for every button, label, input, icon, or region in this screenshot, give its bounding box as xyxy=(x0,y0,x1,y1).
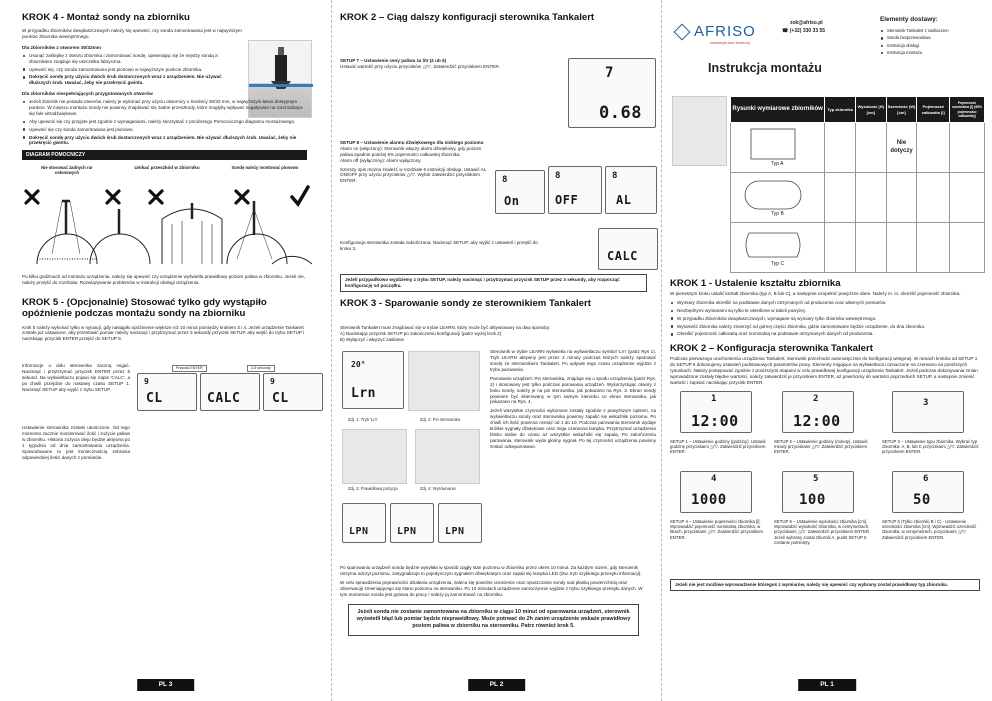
krok5-desc: Informacje u dołu sterownika zaczną migać. Nacisnąć i przytrzymać przycisk ENTER przez 5 sekund. Na wyświetlaczu pojawi się napis 'CALC', a po chwili przejdzie do nastawy czasu SETUP 1. Nacisnąć SETUP aby wyjść z trybu SETUP. xyxy=(22,363,130,392)
th-capacity: Pojemność całkowita [l] xyxy=(917,97,950,123)
bullet: Dokręcić sondę przy użyciu dwóch śrub dostarczonych wraz z urządzeniem. Nie używać dłuższych śrub. Uważać, żeby nie przekręcić gwintu. xyxy=(22,74,242,86)
lcd-setup-num: 7 xyxy=(605,65,614,82)
lcd-lpn-3 xyxy=(438,503,482,543)
after-pair-2: W celu sprawdzenia poprawności działania urządzenia, zaleca się powolne unoszenie oraz opuszczanie sondy nad płaską powierzchnią oraz obserwację zmieniającego się stanu poziomu na sterowniku. Po 10 minutach urządzenie samoczynnie wyjdzie z trybu szybkiego przesyłu danych. W tym momencie sonda jest gotowa do pracy i należy ją zamontować na zbiorniku. xyxy=(340,580,643,597)
krok5-area xyxy=(22,345,307,495)
lcd-setup-num: 1 xyxy=(711,393,717,404)
lcd-value: Lrn xyxy=(351,386,376,402)
bullet: Jeżeli zbiornik nie posiada otworów, należy je wykonać przy użyciu otwornicy o średnicy 30/32 mm, w najwyższym łatwo dostępnym punkcie. W miejscu montażu sondy nie powinny znajdować się żadne przeszkody, które mogłyby wpływać negatywnie na rozchodzące się fale ultradźwiękowe. xyxy=(22,99,307,117)
header xyxy=(670,8,980,90)
cell[interactable] xyxy=(825,223,856,273)
bullet: Niezbędnymi wymiarami są tylko te określone w tabeli powyżej. xyxy=(670,308,980,314)
lcd-setup2 xyxy=(782,391,854,433)
pairing-area xyxy=(340,345,656,565)
krok2-text: Podczas pierwszego uruchomienia urządzenia Tankalert, sterownik przechodzi automatycznie do konfiguracji wstępnej. W ramach kroków od SETUP 1 do SETUP 6 dokonujemy ustawień podstawowych parametrów pracy. Elementy migające na wyświetlaczu oznaczone na czerwono na poniższych rysunkach. Należy postępować zgodnie z poniższymi etapami w celu prawidłowej konfiguracji urządzenia Tankalert. Jeżeli podczas dokonywania zmian wprowadzone zostały błędne wartości, należy zatwierdzić je przyciskiem ENTER, aż powrócimy do wartości poprzednich SETUP, a następnie zmienić wartość i zapisać naciskając przycisk ENTER. xyxy=(670,356,978,385)
check-icon xyxy=(292,187,308,204)
cell[interactable] xyxy=(950,123,985,173)
th-drawings: Rysunki wymiarowe zbiorników xyxy=(731,97,825,123)
lcd-al xyxy=(605,166,657,214)
lcd-on xyxy=(495,170,545,214)
final-note: Jeżeli nie jest możliwe wprowadzenie któregoś z wymiarów, należy się upewnić czy wybrany został prawidłowy typ zbiornika. xyxy=(670,579,980,591)
type-c-cell xyxy=(731,223,825,273)
setup8 xyxy=(340,140,490,187)
tank-table xyxy=(730,96,985,273)
arrow-seconds: 2-5 sekundy xyxy=(247,365,275,372)
logo-icon xyxy=(674,24,691,41)
heading-krok3: KROK 3 - Sparowanie sondy ze sterownikiem Tankalert xyxy=(340,297,591,309)
cell[interactable] xyxy=(917,173,950,223)
type-a-cell xyxy=(731,123,825,173)
heading-krok4: KROK 4 - Montaż sondy na zbiorniku xyxy=(22,12,190,23)
lcd-lrn xyxy=(342,351,404,409)
bullet: Upewnić się, czy sonda zamontowana jest pionowo w najwyższym punkcie zbiornika. xyxy=(22,67,242,73)
cell[interactable] xyxy=(855,223,886,273)
krok5-text: Krok 5 należy wykonać tylko w sytuacji, gdy nastąpiło opóźnienie większe niż 10 minut pomiędzy krokiem 3 i 4. Jeżeli urządzenie Tankalert zostało już ustawione, aby przestawić pomiar należy nacisnąć i przytrzymać przez 3 sekundy przycisk SETUP, aby wejść do trybu SETUP i naciskając przycisk ENTER przejść do SETUP 9. xyxy=(22,324,305,342)
type-a-label: Typ A xyxy=(771,161,784,167)
cell[interactable] xyxy=(950,173,985,223)
diag-label-2: Unikać przeszkód w zbiorniku xyxy=(134,164,200,170)
brand-name: AFRISO xyxy=(694,23,756,40)
setup-7-8 xyxy=(340,28,647,268)
lcd-setup4 xyxy=(680,471,752,513)
lcd-setup-9: 9 xyxy=(270,377,275,387)
pairing-text xyxy=(490,349,656,452)
bullet: Wysokość zbiornika należy zmierzyć od górnej części zbiornika, gdzie zamontowane będzie urządzenie, do dna zbiornika. xyxy=(670,324,980,330)
lcd-setup-num: 2 xyxy=(813,393,819,404)
lcd-lpn-2 xyxy=(390,503,434,543)
lcd-setup5 xyxy=(782,471,854,513)
setup7-title: SETUP 7 – Ustawienie ceny paliwa za litr (£ ub $) xyxy=(340,58,447,64)
pair-p3: Jeżeli wszystkie czynności wykonane zostały zgodnie z powyższym opisem, na wyświetlaczu sondy oraz sterownika powinny zapalić się wskaźniki poziomu. Po chwili ich ilość powinna rosnąć od 1 do 10. Podczas parowania sterownik wydaje krótkie sygnały dźwiękowe oraz miga czerwona lampka. Przytrzymać urządzenia blisko siebie do czasu aż wszystkie wskaźniki się zapalą. Po zakończeniu parowania, sterownik wyda głośny sygnał. Po tej czynności urządzenia powinny zostać odseparowane. xyxy=(490,408,656,449)
phone: ☎ (+32) 330 33 55 xyxy=(782,28,826,34)
lcd-off xyxy=(548,166,602,214)
lcd-calc xyxy=(200,373,260,411)
bullet: Usunąć zaślepkę z otworu zbiornika i zamontować sondę, upewniając się że między sondą a zbiornikiem znajduje się uszczelka fabryczna. xyxy=(22,53,242,65)
not-applicable: Nie dotyczy xyxy=(886,123,917,173)
bullets-nohole xyxy=(22,99,307,146)
caption-1: Zdj. 1: Tryb 'Lrn' xyxy=(348,417,378,423)
lcd-setup6 xyxy=(892,471,964,513)
page-number: PL 3 xyxy=(137,679,195,691)
page-number: PL 1 xyxy=(798,679,856,691)
bullet: Aby upewnić się czy przyjęte jest zgodne z wymaganiami, należy skorzystać z poniższego Pomocniczego diagramu montażowego. xyxy=(22,119,307,125)
cell[interactable] xyxy=(950,223,985,273)
setup-note: Jeżeli przypadkowo wyjdziemy z trybu SETUP, należy nacisnąć i przytrzymać przycisk SETUP przez 3 sekundy, aby rozpocząć konfigurację od początku. xyxy=(340,274,647,292)
lcd-setup-num: 8 xyxy=(555,171,561,182)
subheading-hole: Dla zbiorników z otworem 30/32mm xyxy=(22,44,101,50)
lcd-value: LPN xyxy=(349,526,369,538)
page-pl2 xyxy=(331,0,661,701)
lcd-cl-2 xyxy=(263,373,323,411)
type-b-cell xyxy=(731,173,825,223)
diag-label-3: Sondę należy montować pionowo xyxy=(231,164,299,170)
setup6-text: SETUP 6 (Tylko zbiorniki B i C) - Ustawienie szerokości zbiornika [cm]. Wprowadzić szerokość zbiornika, w centymetrach, przyciskami △/▽. Zatwierdzić przyciskiem ENTER. xyxy=(882,518,977,540)
controller-photo xyxy=(408,351,480,411)
caption-4: Zdj. 4: Wyrównanie xyxy=(420,486,456,492)
setup2-text: SETUP 2 – Ustawienie godziny (minuty). Ustawić minuty przyciskami △/▽. Zatwierdzić przyciskiem ENTER. xyxy=(774,438,868,455)
setup8-title: SETUP 8 – Ustawienie alarmu dźwiękowego dla niskiego poziomu xyxy=(340,140,484,146)
lcd-value: 1000 xyxy=(691,491,727,508)
konf-text xyxy=(340,240,545,255)
setup7 xyxy=(340,58,535,73)
elements-list xyxy=(880,28,990,58)
arrow-enter: Przycisk ENTER xyxy=(172,365,207,372)
lcd-setup-num: 8 xyxy=(612,171,618,182)
bullet: W przypadku zbiorników dwupłaszczowych, wymagane są wymiary tylko zbiornika wewnętrznego. xyxy=(670,316,980,322)
lcd-lpn-1 xyxy=(342,503,386,543)
lcd-setup1 xyxy=(680,391,752,433)
lcd-setup-num: 8 xyxy=(502,175,508,186)
doc-title: Instrukcja montażu xyxy=(708,61,822,75)
krok5-done: Ustawienie sterownika zostało ukończone. Od tego momentu zacznie monitorować ilość i zużycie paliwa w zbiorniku. Historia zużycia oleju będzie aktywna po 1 tygodniu od dnia zamontowania urządzenia. Spowodowane to jest koniecznością zebrania odpowiedniej ilości danych z pomiarów. xyxy=(22,425,131,460)
page-pl1 xyxy=(661,0,992,701)
heading-krok2: KROK 2 – Konfiguracja sterownika Tankalert xyxy=(670,343,873,355)
krok4-text xyxy=(22,28,242,86)
lcd-setup-9: 9 xyxy=(144,377,149,387)
diagram xyxy=(22,165,307,270)
setup-grid xyxy=(670,389,980,579)
lcd-setup-num: 4 xyxy=(711,473,717,484)
lcd-value: 50 xyxy=(913,491,931,508)
konf-done-text: Konfiguracja sterownika została zakończona. Nacisnąć SETUP, aby wyjść z ustawień i przejść do kroku 3. xyxy=(340,240,538,251)
krok1-bullets xyxy=(670,300,980,337)
lcd-value: On xyxy=(504,194,520,209)
bullet: Dokręcić sondę przy użyciu dwóch śrub dostarczonych wraz z urządzeniem. Nie używać dłuższych śrub. Uważać, żeby nie przekręcić gwintu. xyxy=(22,135,307,147)
email: zok@afriso.pl xyxy=(790,20,823,26)
element-item: Sonda bezprzewodowa xyxy=(880,35,990,40)
lcd-temp: 20° xyxy=(351,360,366,370)
lcd-price: 0.68 xyxy=(599,103,642,124)
page-pl3 xyxy=(0,0,331,701)
brand-tagline: instalacja pod kontrolą xyxy=(710,40,750,45)
mounting-diagram-svg xyxy=(22,179,312,269)
lcd-value: CALC xyxy=(207,391,241,407)
elements-title: Elementy dostawy: xyxy=(880,16,938,23)
bullet: Określić pojemność całkowitą oraz nominalną na podstawie otrzymanych danych od producenta. xyxy=(670,331,980,337)
cross-icons xyxy=(26,191,248,203)
after-text: Po kilku godzinach od montażu urządzenia, należy się upewnić czy urządzenie wyświetla prawidłowy poziom paliwa w zbiorniku. Jeżeli nie, należy przejść do rozdziału: Rozwiązywanie problemów w instrukcji obsługi urządzenia. xyxy=(22,273,305,285)
setup3-text: SETUP 3 – Ustawienie typu zbiornika. Wybrać typ zbiornika: A, B, lub C przyciskami △/▽. Zatwierdzić przyciskiem ENTER. xyxy=(882,438,979,455)
setup8-off: Alarm off (wyłączony): Alarm wyłączony. xyxy=(340,157,422,163)
setup7-text: Ustawić wartość przy użyciu przycisków △/▽. Zatwierdzić przyciskiem ENTER. xyxy=(340,63,500,69)
type-c-label: Typ C xyxy=(771,261,785,268)
cell[interactable] xyxy=(825,173,856,223)
lcd-setup-num: 6 xyxy=(923,473,929,484)
lcd-value: LPN xyxy=(397,526,417,538)
lcd-calc-p2 xyxy=(598,228,658,270)
subheading-nohole: Dla zbiorników niespełniających przygotowanych otworów xyxy=(22,91,153,97)
lcd-value: CL xyxy=(272,391,289,407)
lcd-value: CL xyxy=(146,391,163,407)
heading-krok1: KROK 1 - Ustalenie kształtu zbiornika xyxy=(670,278,841,289)
krok1-text: W pierwszym kroku ustalić kształt zbiornika (typ A, B lub C), a następnie uzupełnić powyższe dane. Należy m. in. określić pojemność zbiornika. xyxy=(670,291,961,297)
type-b-label: Typ B xyxy=(771,211,784,218)
diagram-bar: DIAGRAM POMOCNICZY xyxy=(22,150,307,159)
tank-table-area xyxy=(670,90,983,270)
cell[interactable] xyxy=(917,123,950,173)
lcd-setup3 xyxy=(892,391,964,433)
diag-label-1: Nie stosować żadnych rur osłonowych xyxy=(41,164,93,176)
cell[interactable] xyxy=(825,123,856,173)
th-type: Typ zbiornika xyxy=(825,97,856,123)
setup8-on: Alarm on (włączony): Sterownik włączy alarm dźwiękowy, gdy poziom paliwa spadnie poniżej 5% pojemności całkowitej zbiornika. xyxy=(340,145,482,157)
lcd-value: 100 xyxy=(799,491,826,508)
probe-photo-4 xyxy=(415,429,480,484)
caption-2: Zdj. 2: Pin sterownika xyxy=(420,417,461,423)
page-number: PL 2 xyxy=(468,679,526,691)
cell[interactable] xyxy=(886,223,917,273)
lcd-setup-num: 3 xyxy=(923,397,929,408)
th-width: Szerokość (W) [cm] xyxy=(886,97,917,123)
heading-krok2-cont: KROK 2 – Ciąg dalszy konfiguracji sterownika Tankalert xyxy=(340,12,595,23)
heading-krok5: KROK 5 - (Opcjonalnie) Stosować tylko gdy wystąpiło opóźnienie podczas montażu sondy na zbiorniku xyxy=(22,297,267,320)
caption-3: Zdj. 3: Prawidłowa pozycja xyxy=(348,486,398,492)
lcd-value: 12:00 xyxy=(793,411,841,430)
element-item: Sterownik Tankalert z zasilaczem xyxy=(880,28,990,33)
lcd-setup7 xyxy=(568,58,656,128)
bullet: Wymiary zbiornika określić na podstawie danych otrzymanych od producenta oraz własnych pomiarów. xyxy=(670,300,980,306)
probe-photo-3 xyxy=(342,429,407,484)
device-photo xyxy=(672,96,727,166)
lcd-value: OFF xyxy=(555,193,579,208)
pair-p1: Sterownik w trybie LEARN wyświetla na wyświetlaczu symbol 'Lrn' (patrz Rys 1). Tryb LEARN aktywny jest przez 2 minuty podczas których należy sparować sondę ze sterownikiem Tankalert. Po upływie tego czasu urządzenie wyjdzie z trybu parowania. xyxy=(490,349,656,373)
warning-box: Jeżeli sonda nie zostanie zamontowana na zbiorniku w ciągu 10 minut od sparowania urządzeń, sterownik wyświetli błąd lub pomiar będzie nieprawidłowy. Może potrwać do 2h zanim urządzenie wskaże prawidłowy poziom paliwa w zbiorniku na sterowniku. Patrz również krok 5. xyxy=(348,604,639,636)
lcd-setup-num: 5 xyxy=(813,473,819,484)
cell[interactable] xyxy=(855,123,886,173)
cell[interactable] xyxy=(855,173,886,223)
cell[interactable] xyxy=(917,223,950,273)
th-nominal: Pojemność nominalna [l] (95% pojemności całkowitej) xyxy=(950,97,985,123)
after-pair-1: Po sparowaniu urządzeń sonda będzie wysyłała w sposób ciągły stan poziomu w zbiorniku przez okres 10 minut. Za każdym razem, gdy sterownik otrzyma odczyt poziomu, zasygnalizuje to pojedynczym sygnałem dźwiękowym oraz zapali się lampka LED (tzw. tryb szybkiego przesyłu informacji). xyxy=(340,565,642,577)
th-height: Wysokość (H) [cm] xyxy=(855,97,886,123)
krok3-text: Sterownik Tankalert musi znajdować się w trybie LEARN, który może być aktywowany na dwa sposoby: A) Naciskając przycisk SETUP po zakończeniu konfiguracji (patrz wyżej krok 2) B) Wyłączyć i włączyć zasilanie xyxy=(340,324,551,342)
element-item: Instrukcja obsługi xyxy=(880,43,990,48)
cell[interactable] xyxy=(886,173,917,223)
pair-p2: Parowanie urządzeń: Pin sterownika, znajduje się u spodu urządzenia (patrz Rys. 2) i stosowany jest tylko podczas parowania urządzeń. Wykorzystując otwory z boku sondy, należy je na pin sterownika, jak pokazano na Rys. 3. Ekran sondy powinien być skierowany w tym samym kierunku co ekran sterownika, jak pokazano na Rys. 4. xyxy=(490,375,656,405)
bullets-hole xyxy=(22,53,242,86)
lcd-value: 12:00 xyxy=(691,411,739,430)
lcd-value: LPN xyxy=(445,526,465,538)
element-item: Instrukcja montażu xyxy=(880,50,990,55)
setup1-text: SETUP 1 – Ustawienie godziny (godziny). Ustawić godzinę przyciskami △/▽. Zatwierdzić przyciskiem ENTER. xyxy=(670,438,766,455)
intro-text: W przypadku zbiorników dwupłaszczowych należy się upewnić, czy sonda zamontowana jest w najwyższym punkcie zbiornika wewnętrznego. xyxy=(22,28,242,39)
setup5-text: SETUP 5 – Ustawienie wysokości zbiornika [cm]. Wprowadzić wysokość zbiornika, w centymetrach, przyciskami △/▽. Zatwierdzić przyciskiem ENTER. Jeżeli wybrany został zbiornik A, punkt SETUP 6 zostanie pominięty. xyxy=(774,518,871,546)
setup4-text: SETUP 4 – Ustawienie pojemności zbiornika [l]. Wprowadzić pojemność nominalną zbiornika, w litrach, przyciskami △/▽. Zatwierdzić przyciskiem ENTER. xyxy=(670,518,764,540)
lcd-value: CALC xyxy=(607,249,638,264)
lcd-cl-1 xyxy=(137,373,197,411)
lcd-value: AL xyxy=(616,193,632,208)
bullet: Upewnić się czy sonda zamontowana jest pionowo. xyxy=(22,127,307,133)
setup8-desc: Szerszy opis można znaleźć w rozdziale 6 instrukcji obsługi. Ustawić AL ON/OFF przy użyciu przycisków △/▽. Wybór zatwierdzić przyciskiem ENTER. xyxy=(340,166,487,184)
